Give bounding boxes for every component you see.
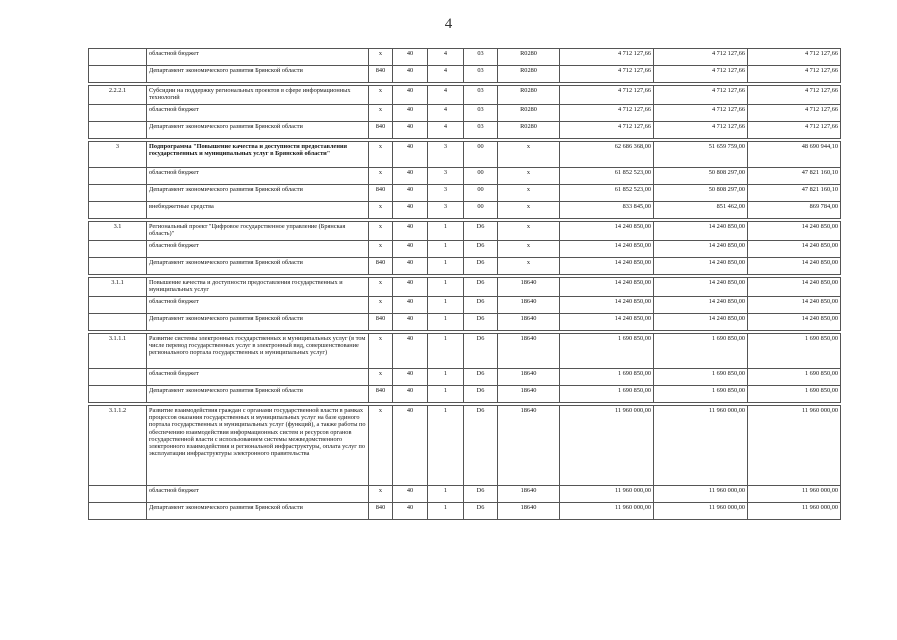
table-row	[89, 297, 841, 314]
event-code: 00	[464, 168, 498, 185]
subprogram-code: 1	[428, 503, 464, 520]
program-code: 40	[393, 386, 428, 403]
row-name: Субсидии на поддержку региональных проектов в сфере информационных технологий	[147, 86, 369, 105]
amount-year-2: 50 808 297,00	[654, 168, 748, 185]
row-number: 3	[89, 142, 147, 168]
direction-code: 18640	[498, 369, 560, 386]
row-number	[89, 168, 147, 185]
amount-year-2: 4 712 127,66	[654, 49, 748, 66]
grbs-code: 840	[369, 386, 393, 403]
table-row	[89, 369, 841, 386]
direction-code: R0280	[498, 49, 560, 66]
table-row	[89, 314, 841, 331]
row-name: Департамент экономического развития Брянской области	[147, 122, 369, 139]
program-code: 40	[393, 369, 428, 386]
table-row	[89, 66, 841, 83]
subprogram-code: 1	[428, 278, 464, 297]
table-row	[89, 386, 841, 403]
event-code: 00	[464, 142, 498, 168]
amount-year-2: 851 462,00	[654, 202, 748, 219]
program-code: 40	[393, 142, 428, 168]
row-name: Подпрограмма "Повышение качества и доступности предоставления государственных и муниципальных услуг в Брянской области"	[147, 142, 369, 168]
direction-code: R0280	[498, 105, 560, 122]
event-code: 03	[464, 49, 498, 66]
event-code: 00	[464, 185, 498, 202]
amount-year-1: 14 240 850,00	[560, 297, 654, 314]
row-number	[89, 202, 147, 219]
row-name: областной бюджет	[147, 168, 369, 185]
row-name: областной бюджет	[147, 105, 369, 122]
event-code: D6	[464, 241, 498, 258]
event-code: D6	[464, 258, 498, 275]
table-row	[89, 486, 841, 503]
amount-year-2: 14 240 850,00	[654, 297, 748, 314]
program-code: 40	[393, 486, 428, 503]
subprogram-code: 4	[428, 66, 464, 83]
subprogram-code: 1	[428, 314, 464, 331]
amount-year-3: 14 240 850,00	[748, 222, 841, 241]
amount-year-3: 4 712 127,66	[748, 66, 841, 83]
table-row	[89, 122, 841, 139]
grbs-code: x	[369, 369, 393, 386]
grbs-code: x	[369, 86, 393, 105]
amount-year-2: 4 712 127,66	[654, 122, 748, 139]
event-code: 03	[464, 86, 498, 105]
subprogram-code: 3	[428, 202, 464, 219]
event-code: D6	[464, 386, 498, 403]
program-code: 40	[393, 278, 428, 297]
grbs-code: x	[369, 241, 393, 258]
direction-code: R0280	[498, 66, 560, 83]
row-number	[89, 297, 147, 314]
direction-code: 18640	[498, 486, 560, 503]
amount-year-3: 1 690 850,00	[748, 386, 841, 403]
grbs-code: x	[369, 49, 393, 66]
page-number: 4	[444, 16, 453, 32]
amount-year-3: 4 712 127,66	[748, 86, 841, 105]
amount-year-1: 1 690 850,00	[560, 386, 654, 403]
row-number: 3.1.1.2	[89, 406, 147, 486]
row-number	[89, 49, 147, 66]
row-name: Департамент экономического развития Брянской области	[147, 258, 369, 275]
program-code: 40	[393, 86, 428, 105]
subprogram-code: 1	[428, 222, 464, 241]
grbs-code: x	[369, 278, 393, 297]
row-number	[89, 386, 147, 403]
amount-year-1: 14 240 850,00	[560, 314, 654, 331]
grbs-code: 840	[369, 66, 393, 83]
amount-year-3: 14 240 850,00	[748, 278, 841, 297]
subprogram-code: 1	[428, 297, 464, 314]
amount-year-3: 11 960 000,00	[748, 503, 841, 520]
amount-year-1: 1 690 850,00	[560, 334, 654, 369]
amount-year-1: 833 845,00	[560, 202, 654, 219]
amount-year-3: 48 690 944,10	[748, 142, 841, 168]
amount-year-2: 4 712 127,66	[654, 105, 748, 122]
amount-year-2: 51 659 759,00	[654, 142, 748, 168]
subprogram-code: 1	[428, 334, 464, 369]
subprogram-code: 1	[428, 486, 464, 503]
budget-table	[88, 48, 841, 520]
budget-table-body	[89, 49, 841, 520]
subprogram-code: 3	[428, 142, 464, 168]
amount-year-1: 14 240 850,00	[560, 241, 654, 258]
grbs-code: 840	[369, 314, 393, 331]
amount-year-2: 14 240 850,00	[654, 258, 748, 275]
row-name: Департамент экономического развития Брянской области	[147, 185, 369, 202]
amount-year-3: 4 712 127,66	[748, 49, 841, 66]
amount-year-1: 61 852 523,00	[560, 185, 654, 202]
row-number	[89, 503, 147, 520]
grbs-code: x	[369, 142, 393, 168]
program-code: 40	[393, 334, 428, 369]
amount-year-3: 14 240 850,00	[748, 297, 841, 314]
direction-code: 18640	[498, 314, 560, 331]
program-code: 40	[393, 185, 428, 202]
row-name: Повышение качества и доступности предоставления государственных и муниципальных услуг	[147, 278, 369, 297]
event-code: 00	[464, 202, 498, 219]
table-row	[89, 258, 841, 275]
direction-code: 18640	[498, 503, 560, 520]
row-name: Региональный проект "Цифровое государственное управление (Брянская область)"	[147, 222, 369, 241]
subprogram-code: 1	[428, 241, 464, 258]
amount-year-1: 4 712 127,66	[560, 66, 654, 83]
amount-year-1: 1 690 850,00	[560, 369, 654, 386]
program-code: 40	[393, 314, 428, 331]
amount-year-3: 4 712 127,66	[748, 105, 841, 122]
event-code: D6	[464, 369, 498, 386]
amount-year-3: 1 690 850,00	[748, 369, 841, 386]
subprogram-code: 1	[428, 386, 464, 403]
direction-code: 18640	[498, 334, 560, 369]
table-row	[89, 185, 841, 202]
row-name: внебюджетные средства	[147, 202, 369, 219]
grbs-code: x	[369, 406, 393, 486]
direction-code: 18640	[498, 278, 560, 297]
program-code: 40	[393, 49, 428, 66]
row-number	[89, 241, 147, 258]
program-code: 40	[393, 503, 428, 520]
program-code: 40	[393, 66, 428, 83]
amount-year-1: 62 686 368,00	[560, 142, 654, 168]
event-code: 03	[464, 122, 498, 139]
amount-year-1: 14 240 850,00	[560, 278, 654, 297]
subprogram-code: 1	[428, 406, 464, 486]
subprogram-code: 3	[428, 168, 464, 185]
amount-year-2: 4 712 127,66	[654, 86, 748, 105]
program-code: 40	[393, 168, 428, 185]
direction-code: R0280	[498, 122, 560, 139]
subprogram-code: 3	[428, 185, 464, 202]
table-row	[89, 105, 841, 122]
program-code: 40	[393, 105, 428, 122]
grbs-code: x	[369, 297, 393, 314]
table-row	[89, 241, 841, 258]
program-code: 40	[393, 406, 428, 486]
amount-year-1: 14 240 850,00	[560, 222, 654, 241]
row-name: областной бюджет	[147, 241, 369, 258]
grbs-code: x	[369, 202, 393, 219]
table-row	[89, 142, 841, 168]
table-row	[89, 406, 841, 486]
amount-year-3: 47 821 160,10	[748, 185, 841, 202]
amount-year-3: 14 240 850,00	[748, 258, 841, 275]
grbs-code: x	[369, 334, 393, 369]
amount-year-3: 4 712 127,66	[748, 122, 841, 139]
amount-year-3: 14 240 850,00	[748, 314, 841, 331]
amount-year-2: 14 240 850,00	[654, 222, 748, 241]
amount-year-2: 14 240 850,00	[654, 314, 748, 331]
row-name: Развитие взаимодействия граждан с органами государственной власти в рамках процессов оказания государственных и муниципальных услуг на базе единого портала государственных и муниципальных услуг (функций), а также работы по обеспечению взаимодействия информационных систем и ресурсов органов государственной власти с использованием системы межведомственного электронного взаимодействия и региональной инфраструктуры, оплата услуг по эксплуатации инфраструктуры электронного правительства	[147, 406, 369, 486]
program-code: 40	[393, 241, 428, 258]
program-code: 40	[393, 258, 428, 275]
amount-year-3: 869 784,00	[748, 202, 841, 219]
grbs-code: 840	[369, 503, 393, 520]
row-number	[89, 369, 147, 386]
event-code: D6	[464, 503, 498, 520]
amount-year-2: 11 960 000,00	[654, 503, 748, 520]
table-row	[89, 222, 841, 241]
amount-year-2: 1 690 850,00	[654, 369, 748, 386]
event-code: D6	[464, 278, 498, 297]
event-code: D6	[464, 222, 498, 241]
row-number: 3.1.1	[89, 278, 147, 297]
amount-year-1: 14 240 850,00	[560, 258, 654, 275]
table-row	[89, 503, 841, 520]
grbs-code: x	[369, 486, 393, 503]
grbs-code: x	[369, 222, 393, 241]
event-code: D6	[464, 486, 498, 503]
table-row	[89, 86, 841, 105]
amount-year-3: 14 240 850,00	[748, 241, 841, 258]
row-name: областной бюджет	[147, 486, 369, 503]
subprogram-code: 4	[428, 86, 464, 105]
row-number	[89, 105, 147, 122]
amount-year-2: 50 808 297,00	[654, 185, 748, 202]
program-code: 40	[393, 122, 428, 139]
table-row	[89, 202, 841, 219]
event-code: D6	[464, 297, 498, 314]
row-name: Департамент экономического развития Брянской области	[147, 66, 369, 83]
table-row	[89, 334, 841, 369]
amount-year-2: 1 690 850,00	[654, 334, 748, 369]
amount-year-3: 11 960 000,00	[748, 406, 841, 486]
row-number	[89, 185, 147, 202]
direction-code: 18640	[498, 406, 560, 486]
amount-year-2: 14 240 850,00	[654, 241, 748, 258]
budget-sheet	[88, 48, 840, 520]
table-row	[89, 49, 841, 66]
row-name: Развитие системы электронных государственных и муниципальных услуг (в том числе перевод государственных услуг в электронный вид, совершенствование регионального портала государственных и муниципальных услуг)	[147, 334, 369, 369]
row-number	[89, 314, 147, 331]
direction-code: x	[498, 202, 560, 219]
row-name: Департамент экономического развития Брянской области	[147, 503, 369, 520]
amount-year-1: 4 712 127,66	[560, 49, 654, 66]
program-code: 40	[393, 222, 428, 241]
row-name: Департамент экономического развития Брянской области	[147, 386, 369, 403]
amount-year-1: 4 712 127,66	[560, 122, 654, 139]
direction-code: 18640	[498, 386, 560, 403]
direction-code: 18640	[498, 297, 560, 314]
amount-year-1: 4 712 127,66	[560, 86, 654, 105]
table-row	[89, 168, 841, 185]
direction-code: x	[498, 241, 560, 258]
event-code: 03	[464, 66, 498, 83]
program-code: 40	[393, 202, 428, 219]
subprogram-code: 4	[428, 105, 464, 122]
amount-year-2: 11 960 000,00	[654, 486, 748, 503]
subprogram-code: 1	[428, 369, 464, 386]
amount-year-2: 14 240 850,00	[654, 278, 748, 297]
event-code: D6	[464, 334, 498, 369]
row-name: Департамент экономического развития Брянской области	[147, 314, 369, 331]
row-name: областной бюджет	[147, 369, 369, 386]
grbs-code: 840	[369, 122, 393, 139]
grbs-code: x	[369, 168, 393, 185]
row-name: областной бюджет	[147, 297, 369, 314]
direction-code: x	[498, 168, 560, 185]
row-number	[89, 258, 147, 275]
row-number	[89, 66, 147, 83]
amount-year-2: 4 712 127,66	[654, 66, 748, 83]
row-name: областной бюджет	[147, 49, 369, 66]
table-row	[89, 278, 841, 297]
direction-code: x	[498, 222, 560, 241]
amount-year-3: 11 960 000,00	[748, 486, 841, 503]
amount-year-1: 4 712 127,66	[560, 105, 654, 122]
program-code: 40	[393, 297, 428, 314]
grbs-code: x	[369, 105, 393, 122]
grbs-code: 840	[369, 258, 393, 275]
grbs-code: 840	[369, 185, 393, 202]
row-number: 3.1	[89, 222, 147, 241]
event-code: 03	[464, 105, 498, 122]
amount-year-1: 11 960 000,00	[560, 486, 654, 503]
direction-code: x	[498, 258, 560, 275]
amount-year-1: 11 960 000,00	[560, 406, 654, 486]
subprogram-code: 1	[428, 258, 464, 275]
amount-year-3: 1 690 850,00	[748, 334, 841, 369]
amount-year-1: 61 852 523,00	[560, 168, 654, 185]
amount-year-2: 1 690 850,00	[654, 386, 748, 403]
event-code: D6	[464, 406, 498, 486]
amount-year-3: 47 821 160,10	[748, 168, 841, 185]
amount-year-1: 11 960 000,00	[560, 503, 654, 520]
row-number: 2.2.2.1	[89, 86, 147, 105]
subprogram-code: 4	[428, 49, 464, 66]
event-code: D6	[464, 314, 498, 331]
direction-code: x	[498, 142, 560, 168]
row-number	[89, 486, 147, 503]
direction-code: R0280	[498, 86, 560, 105]
row-number	[89, 122, 147, 139]
subprogram-code: 4	[428, 122, 464, 139]
direction-code: x	[498, 185, 560, 202]
amount-year-2: 11 960 000,00	[654, 406, 748, 486]
row-number: 3.1.1.1	[89, 334, 147, 369]
